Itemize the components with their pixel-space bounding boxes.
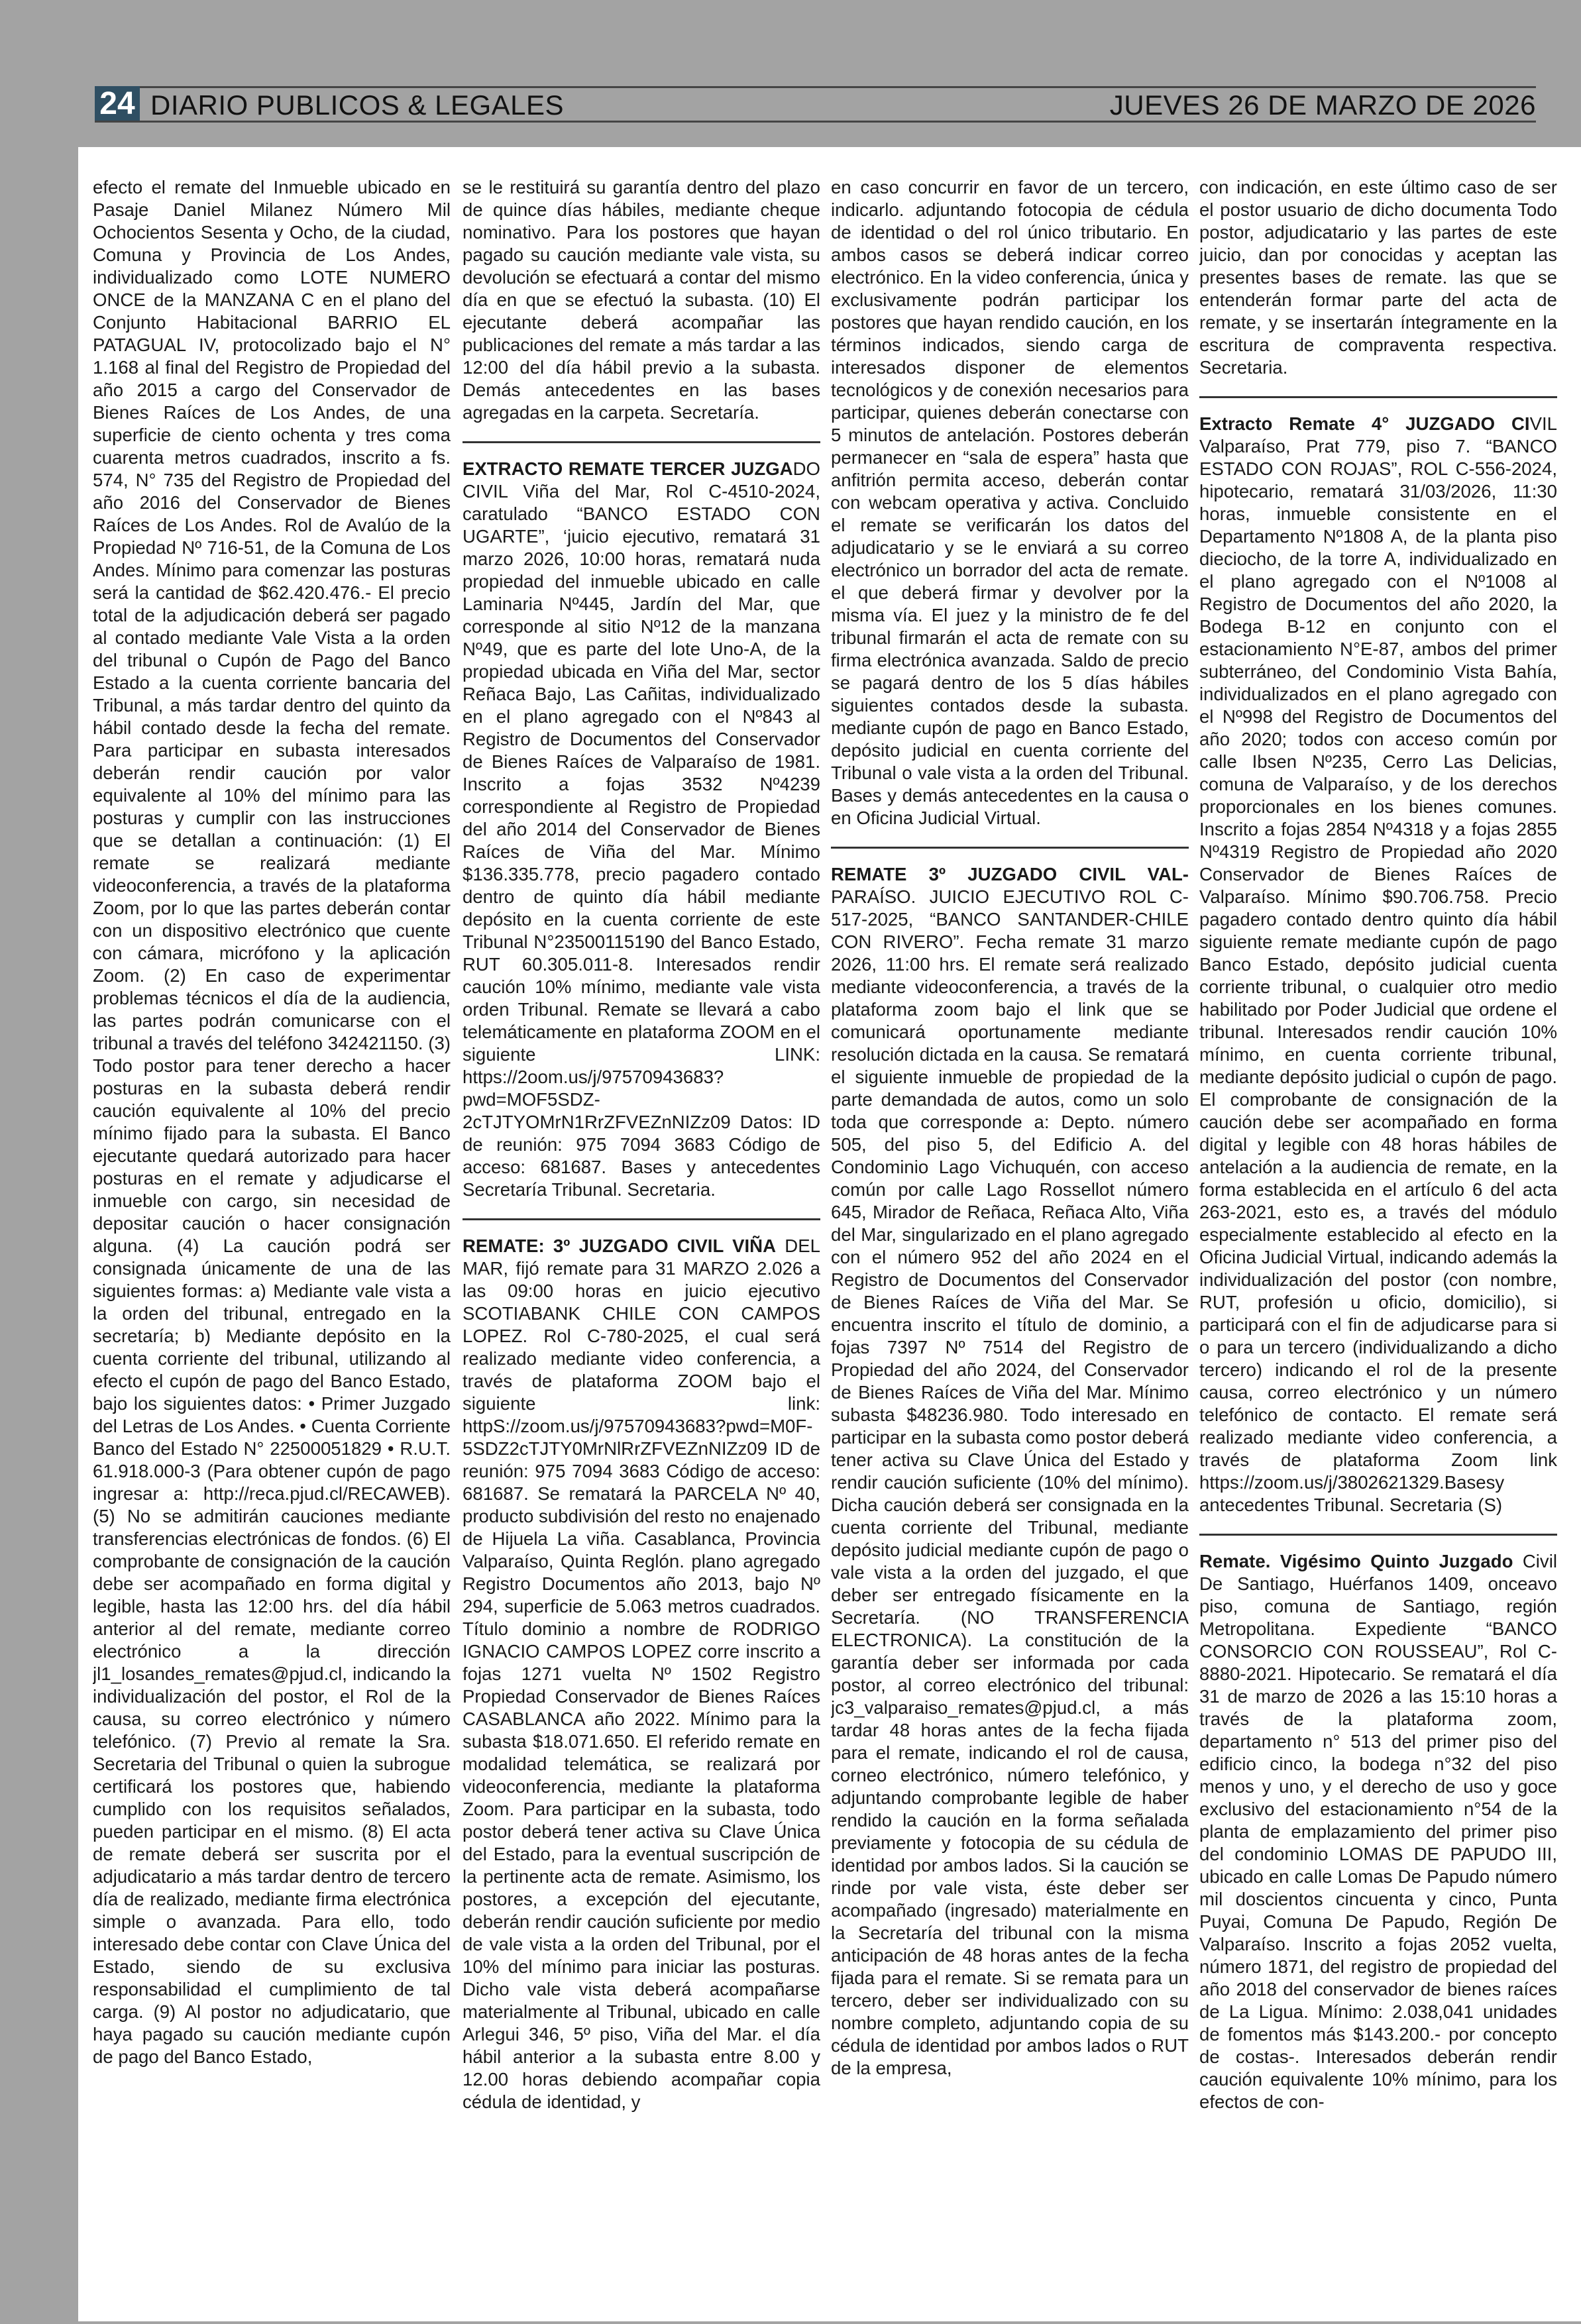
notice-text: Civil De Santiago, Huérfanos 1409, onceavo piso, comuna de Santiago, región Metropolitana. Expediente “BANCO CONSORCIO CON ROUSSEAU”, Rol C-8880-2021. Hipotecario. Se rematará el día 31 de marzo de 2026 a las 15:10 horas a través de la plataforma zoom, departamento n° 513 del primer piso del edificio cinco, la bodega n°32 del piso menos y uno, y el derecho de uso y goce exclusivo del estacionamiento n°54 de la planta de emplazamiento del primer piso del condominio LOMAS DE PAPUDO III, ubicado en calle Lomas De Papudo número mil doscientos cincuenta y cinco, Punta Puyai, Comuna De Papudo, Región De Valparaíso. Inscrito a fojas 2052 vuelta, número 1871, del registro de propiedad del año 2018 del conservador de bienes raíces de La Ligua. Mínimo: 2.038,041 unidades de fomentos más $143.200.- por concepto de costas-. Interesados deberán rendir caución equivalente 10% mínimo, para los efectos de con- xyxy=(1199,1551,1557,2112)
notice-heading: EXTRACTO REMATE TERCER JUZGA xyxy=(463,458,793,479)
notice-heading: Remate. Vigésimo Quinto Juzgado xyxy=(1199,1551,1513,1571)
notice-heading: REMATE: 3º JUZGADO CIVIL VIÑA xyxy=(463,1236,777,1256)
notice xyxy=(463,458,820,1201)
notice xyxy=(463,1235,820,2113)
publication-date: JUEVES 26 DE MARZO DE 2026 xyxy=(1109,89,1536,121)
notice-separator xyxy=(463,441,820,443)
notice-text: PARAÍSO. JUICIO EJECUTIVO ROL C-517-2025, “BANCO SANTANDER-CHILE CON RIVERO”. Fecha remate 31 marzo 2026, 11:00 hrs. El remate será realizado mediante videoconferencia, a través de la plataforma zoom bajo el link que se comunicará oportunamente mediante resolución dictada en la causa. Se rematará el siguiente inmueble de propiedad de la parte demandada de autos, como un solo toda que corresponde a: Depto. número 505, del piso 5, del Edificio A. del Condominio Lago Vichuquén, con acceso común por calle Lago Rossellot número 645, Mirador de Reñaca, Reñaca Alto, Viña del Mar, singularizado en el plano agregado con el número 952 del año 2024 en el Registro de Documentos del Conservador de Bienes Raíces de Viña del Mar. Se encuentra inscrito el título de dominio, a fojas 7397 Nº 7514 del Registro de Propiedad del año 2024, del Conservador de Bienes Raíces de Viña del Mar. Mínimo subasta $48236.980. Todo interesado en participar en la subasta como postor deberá tener activa su Clave Única del Estado y rendir caución suficiente (10% del mínimo). Dicha caución deberá ser consignada en la cuenta corriente del Tribunal, mediante depósito judicial mediante cupón de pago o vale vista a la orden del juzgado, el que deber ser entregado físicamente en la Secretaría. (NO TRANSFERENCIA ELECTRONICA). La constitución de la garantía deber ser informada por cada postor, al correo electrónico del tribunal: jc3_valparaiso_remates@pjud.cl, a más tardar 48 horas antes de la fecha fijada para el remate, indicando el rol de causa, corneo electrónico, número telefónico, y adjuntando comprobante legible de haber rendido la caución en la forma señalada previamente y fotocopia de su cédula de identidad por ambos lados. Si la caución se rinde por vale vista, éste deber ser acompañado (ingresado) materialmente en la Secretaría del tribunal con la misma anticipación de 48 horas antes de la fecha fijada para el remate. Si se remata para un tercero, deber ser individualizado con su nombre completo, adjuntando copia de su cédula de identidad por ambos lados o RUT de la empresa, xyxy=(831,886,1189,2078)
publication-name: DIARIO PUBLICOS & LEGALES xyxy=(150,89,565,121)
notice-text: se le restituirá su garantía dentro del plazo de quince días hábiles, mediante cheque nominativo. Para los postores que hayan pagado su caución mediante vale vista, su devolución se efectuará a contar del mismo día en que se efectuó la subasta. (10) El ejecutante deberá acompañar las publicaciones del remate a más tardar a las 12:00 del día hábil previo a la subasta. Demás antecedentes en las bases agregadas en la carpeta. Secretaría. xyxy=(463,177,820,423)
notice-text: con indicación, en este último caso de ser el postor usuario de dicho documenta Todo postor, adjudicatario y las partes de este juicio, dan por conocidas y aceptan las presentes bases de remate. las que se entenderán formar parte del acta de remate, y se insertarán íntegramente en la escritura de compraventa respectiva. Secretaria. xyxy=(1199,177,1557,378)
notice-separator xyxy=(1199,1534,1557,1536)
notice-heading: REMATE 3º JUZGADO CIVIL VAL- xyxy=(831,864,1189,884)
notice-separator xyxy=(831,847,1189,849)
header-bottom-rule xyxy=(95,121,1536,123)
notice xyxy=(831,863,1189,2080)
header-top-rule xyxy=(95,86,1536,88)
notice-text: efecto el remate del Inmueble ubicado en Pasaje Daniel Milanez Número Mil Ochocientos Sesenta y Ocho, de la ciudad, Comuna y Provincia de Los Andes, individualizado como LOTE NUMERO ONCE de la MANZANA C en el plano del Conjunto Habitacional BARRIO EL PATAGUAL IV, protocolizado bajo el N° 1.168 al final del Registro de Propiedad del año 2015 a cargo del Conservador de Bienes Raíces de Los Andes, de una superficie de ciento ochenta y tres coma cuarenta metros cuadrados, inscrito a fs. 574, N° 735 del Registro de Propiedad del año 2016 del Conservador de Bienes Raíces de Los Andes. Rol de Avalúo de la Propiedad Nº 716-51, de la Comuna de Los Andes. Mínimo para comenzar las posturas será la cantidad de $62.420.476.- El precio total de la adjudicación deberá ser pagado al contado mediante Vale Vista a la orden del tribunal o Cupón de Pago del Banco Estado a la cuenta corriente bancaria del Tribunal, a más tardar dentro del quinto da hábil contado desde la fecha del remate. Para participar en subasta interesados deberán rendir caución por valor equivalente al 10% del mínimo para las posturas y cumplir con las instrucciones que se detallan a continuación: (1) El remate se realizará mediante videoconferencia, a través de la plataforma Zoom, por lo que las partes deberán contar con un dispositivo electrónico que cuente con cámara, micrófono y la aplicación Zoom. (2) En caso de experimentar problemas técnicos el día de la audiencia, las partes podrán comunicarse con el tribunal a través del teléfono 342421150. (3) Todo postor para tener derecho a hacer posturas en la subasta deberá rendir caución equivalente al 10% del precio mínimo fijado para la subasta. El Banco ejecutante quedará autorizado para hacer posturas en el remate y adjudicarse el inmueble con cargo, sin necesidad de depositar caución o hacer consignación alguna. (4) La caución podrá ser consignada únicamente de una de las siguientes formas: a) Mediante vale vista a la orden del tribunal, entregado en la secretaría; b) Mediante depósito en la cuenta corriente del tribunal, utilizando al efecto el cupón de pago del Banco Estado, bajo los siguientes datos: • Primer Juzgado del Letras de Los Andes. • Cuenta Corriente Banco del Estado N° 22500051829 • R.U.T. 61.918.000-3 (Para obtener cupón de pago ingresar a: http://reca.pjud.cl/RECAWEB). (5) No se admitirán cauciones mediante transferencias electrónicas de fondos. (6) El comprobante de consignación de la caución debe ser acompañado en forma digital y legible, hasta las 12:00 hrs. del día hábil anterior al del remate, mediante correo electrónico a la dirección jl1_losandes_remates@pjud.cl, indicando la individualización del postor, el Rol de la causa, su correo electrónico y número telefónico. (7) Previo al remate la Sra. Secretaria del Tribunal o quien la subrogue certificará los postores que, habiendo cumplido con los requisitos señalados, pueden participar en el mismo. (8) El acta de remate deberá ser suscrita por el adjudicatario a más tardar dentro de tercero día de realizado, mediante firma electrónica simple o avanzada. Para ello, todo interesado debe contar con Clave Única del Estado, siendo de su exclusiva responsabilidad el cumplimiento de tal carga. (9) Al postor no adjudicatario, que haya pagado su caución mediante cupón de pago del Banco Estado, xyxy=(93,177,451,2067)
column-2 xyxy=(463,176,820,2263)
column-1 xyxy=(93,176,451,2263)
notice-text: DEL MAR, fijó remate para 31 MARZO 2.026 a las 09:00 horas en juicio ejecutivo SCOTIABANK CHILE CON CAMPOS LOPEZ. Rol C-780-2025, el cual será realizado mediante video conferencia, a través de plataforma ZOOM bajo el siguiente link: httpS://zoom.us/j/97570943683?pwd=M0F-5SDZ2cTJTY0MrNlRrZFVEZnNIZz09 ID de reunión: 975 7094 3683 Código de acceso: 681687. Se rematará la PARCELA Nº 40, producto subdivisión del resto no enajenado de Hijuela La viña. Casablanca, Provincia Valparaíso, Quinta Reglón. plano agregado Registro Documentos año 2013, bajo Nº 294, superficie de 5.063 metros cuadrados. Título dominio a nombre de RODRIGO IGNACIO CAMPOS LOPEZ corre inscrito a fojas 1271 vuelta Nº 1502 Registro Propiedad Conservador de Bienes Raíces CASABLANCA año 2022. Mínimo para la subasta $18.071.650. El referido remate en modalidad telemática, se realizará por videoconferencia, mediante la plataforma Zoom. Para participar en la subasta, todo postor deberá tener activa su Clave Única del Estado, para la eventual suscripción de la pertinente acta de remate. Asimismo, los postores, a excepción del ejecutante, deberán rendir caución suficiente por medio de vale vista a la orden del Tribunal, por el 10% del mínimo para iniciar las posturas. Dicho vale vista deberá acompañarse materialmente al Tribunal, ubicado en calle Arlegui 346, 5º piso, Viña del Mar. el día hábil anterior a la subasta entre 8.00 y 12.00 horas debiendo acompañar copia cédula de identidad, y xyxy=(463,1236,820,2112)
notice-separator xyxy=(1199,396,1557,398)
notice-text: DO CIVIL Viña del Mar, Rol C-4510-2024, caratulado “BANCO ESTADO CON UGARTE”, ‘juicio ejecutivo, rematará 31 marzo 2026, 10:00 horas, rematará nuda propiedad del inmueble ubicado en calle Laminaria Nº445, Jardín del Mar, que corresponde al sitio Nº12 de la manzana Nº49, que es parte del lote Uno-A, de la propiedad ubicada en Viña del Mar, sector Reñaca Bajo, Las Cañitas, individualizado en el plano agregado con el Nº843 al Registro de Documentos del Conservador de Bienes Raíces de Valparaíso de 1981. Inscrito a fojas 3532 Nº4239 correspondiente al Registro de Propiedad del año 2014 del Conservador de Bienes Raíces de Viña del Mar. Mínimo $136.335.778, precio pagadero contado dentro de quinto día hábil mediante depósito en la cuenta corriente de este Tribunal N°23500115190 del Banco Estado, RUT 60.305.011-8. Interesados rendir caución 10% mínimo, mediante vale vista orden Tribunal. Remate se llevará a cabo telemáticamente en plataforma ZOOM en el siguiente LINK: https://2oom.us/j/97570943683?pwd=MOF5SDZ-2cTJTYOMrN1RrZFVEZnNIZz09 Datos: ID de reunión: 975 7094 3683 Código de acceso: 681687. Bases y antecedentes Secretaría Tribunal. Secretaria. xyxy=(463,458,820,1200)
column-4 xyxy=(1199,176,1557,2263)
notice xyxy=(1199,1550,1557,2113)
page-header xyxy=(95,83,1536,124)
page-number: 24 xyxy=(95,86,140,122)
notice-separator xyxy=(463,1218,820,1220)
notice-text: VIL Valparaíso, Prat 779, piso 7. “BANCO ESTADO CON ROJAS”, ROL C-556-2024, hipotecario, rematará 31/03/2026, 11:30 horas, inmueble consistente en el Departamento Nº1808 A, de la planta piso dieciocho, de la torre A, individualizado en el plano agregado con el Nº1008 al Registro de Documentos del año 2020, la Bodega B-12 en conjunto con el estacionamiento N°E-87, ambos del primer subterráneo, del Condominio Vista Bahía, individualizados en el plano agregado con el Nº998 del Registro de Documentos del año 2020; todos con acceso común por calle Ibsen Nº235, Cerro Las Delicias, comuna de Valparaíso, y de los derechos proporcionales en los bienes comunes. Inscrito a fojas 2854 Nº4318 y a fojas 2855 Nº4319 Registro de Propiedad año 2020 Conservador de Bienes Raíces de Valparaíso. Mínimo $90.706.758. Precio pagadero contado dentro quinto día hábil siguiente remate mediante cupón de pago Banco Estado, depósito judicial cuenta corriente tribunal, o cualquier otro medio habilitado por Poder Judicial que ordene el tribunal. Interesados rendir caución 10% mínimo, en cuenta corriente tribunal, mediante depósito judicial o cupón de pago. El comprobante de consignación de la caución debe ser acompañado en forma digital y legible con 48 horas hábiles de antelación a la audiencia de remate, en la forma establecida en el artículo 6 del acta 263-2021, esto es, a través del módulo especialmente establecido al efecto en la Oficina Judicial Virtual, indicando además la individualización del postor (con nombre, RUT, profesión u oficio, domicilio), si participará con el fin de adjudicarse para si o para un tercero (individualizando a dicho tercero) indicando el rol de la presente causa, correo electrónico y un número telefónico de contacto. El remate será realizado mediante video conferencia, a través de plataforma Zoom link https://zoom.us/j/3802621329.Basesy antecedentes Tribunal. Secretaria (S) xyxy=(1199,413,1557,1515)
page-body xyxy=(78,147,1581,2321)
notice xyxy=(1199,413,1557,1516)
column-3 xyxy=(831,176,1189,2263)
notice-heading: Extracto Remate 4° JUZGADO CI xyxy=(1199,413,1530,434)
notice-text: en caso concurrir en favor de un tercero, indicarlo. adjuntando fotocopia de cédula de identidad o del rol único tributario. En ambos casos se deberá indicar correo electrónico. En la video conferencia, única y exclusivamente podrán participar los postores que hayan rendido caución, en los términos indicados, siendo carga de interesados disponer de elementos tecnológicos y de conexión necesarios para participar, quienes deberán conectarse con 5 minutos de antelación. Postores deberán permanecer en “sala de espera” hasta que anfitrión permita acceso, deberán contar con webcam operativa y activa. Concluido el remate se verificarán los datos del adjudicatario y se le enviará a su correo electrónico un borrador del acta de remate. el que deberá firmar y devolver por la misma vía. El juez y la ministro de fe del tribunal firmarán el acta de remate con su firma electrónica avanzada. Saldo de precio se pagará dentro de los 5 días hábiles siguientes contados desde la subasta. mediante cupón de pago en Banco Estado, depósito judicial en cuenta corriente del Tribunal o vale vista a la orden del Tribunal. Bases y demás antecedentes en la causa o en Oficina Judicial Virtual. xyxy=(831,177,1189,828)
